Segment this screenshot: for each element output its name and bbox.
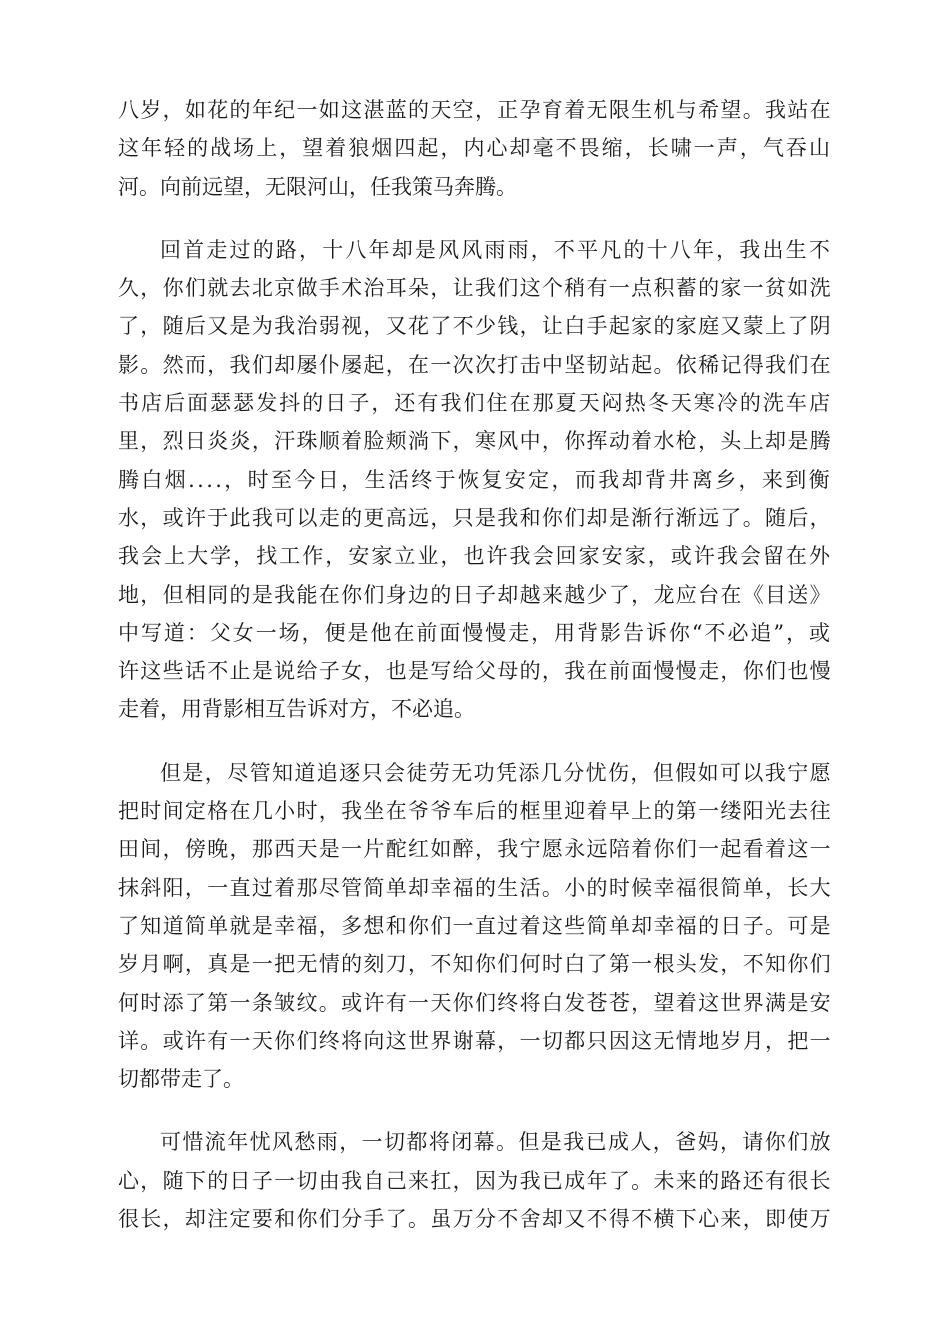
text-line: 许这些话不止是说给子女，也是写给父母的，我在前面慢慢走，你们也慢 [118, 659, 832, 684]
text-line: 我会上大学，找工作，安家立业，也许我会回家安家，或许我会留在外 [118, 544, 832, 569]
text-line: 了，随后又是为我治弱视，又花了不少钱，让白手起家的家庭又蒙上了阴 [118, 314, 832, 339]
text-line: 何时添了第一条皱纹。或许有一天你们终将白发苍苍，望着这世界满是安 [118, 990, 832, 1015]
text-line: 但是，尽管知道追逐只会徒劳无功凭添几分忧伤，但假如可以我宁愿 [160, 760, 832, 785]
text-line: 影。然而，我们却屡仆屡起，在一次次打击中坚韧站起。依稀记得我们在 [118, 352, 832, 377]
document-page [118, 91, 832, 1263]
paragraph-1 [118, 91, 832, 206]
text-line: 可惜流年忧风愁雨，一切都将闭幕。但是我已成人，爸妈，请你们放 [160, 1130, 832, 1155]
text-line: 河。向前远望，无限河山，任我策马奔腾。 [118, 174, 517, 199]
text-line: 水，或许于此我可以走的更高远，只是我和你们却是渐行渐远了。随后， [118, 505, 832, 530]
text-line: 八岁，如花的年纪一如这湛蓝的天空，正孕育着无限生机与希望。我站在 [118, 98, 832, 122]
text-line: 把时间定格在几小时，我坐在爷爷车后的框里迎着早上的第一缕阳光去往 [118, 799, 832, 824]
text-line: 很长，却注定要和你们分手了。虽万分不舍却又不得不横下心来，即使万 [118, 1207, 832, 1232]
text-line: 心，随下的日子一切由我自己来扛，因为我已成年了。未来的路还有很长 [118, 1168, 832, 1193]
paragraph-3 [118, 754, 832, 1099]
text-line: 了知道简单就是幸福，多想和你们一直过着这些简单却幸福的日子。可是 [118, 913, 832, 938]
text-line: 这年轻的战场上，望着狼烟四起，内心却毫不畏缩，长啸一声，气吞山 [118, 136, 832, 161]
text-line: 走着，用背影相互告诉对方，不必追。 [118, 697, 475, 722]
text-line: 岁月啊，真是一把无情的刻刀，不知你们何时白了第一根头发，不知你们 [118, 952, 832, 977]
text-line: 久，你们就去北京做手术治耳朵，让我们这个稍有一点积蓄的家一贫如洗 [118, 276, 832, 301]
paragraph-2 [118, 231, 832, 729]
text-line: 腾白烟....，时至今日，生活终于恢复安定，而我却背井离乡，来到衡 [118, 467, 832, 492]
text-line: 回首走过的路，十八年却是风风雨雨，不平凡的十八年，我出生不 [160, 237, 832, 262]
paragraph-4 [118, 1123, 832, 1238]
text-line: 详。或许有一天你们终将向这世界谢幕，一切都只因这无情地岁月，把一 [118, 1028, 832, 1053]
text-line: 中写道：父女一场，便是他在前面慢慢走，用背影告诉你“不必追”，或 [118, 620, 832, 645]
text-line: 里，烈日炎炎，汗珠顺着脸颊淌下，寒风中，你挥动着水枪，头上却是腾 [118, 429, 832, 454]
text-line: 切都带走了。 [118, 1067, 244, 1092]
text-line: 田间，傍晚，那西天是一片酡红如醉，我宁愿永远陪着你们一起看着这一 [118, 837, 832, 862]
text-line: 书店后面瑟瑟发抖的日子，还有我们住在那夏天闷热冬天寒冷的洗车店 [118, 391, 832, 416]
text-line: 地，但相同的是我能在你们身边的日子却越来越少了，龙应台在《目送》 [118, 582, 832, 607]
text-line: 抹斜阳，一直过着那尽管简单却幸福的生活。小的时候幸福很简单，长大 [118, 875, 832, 900]
